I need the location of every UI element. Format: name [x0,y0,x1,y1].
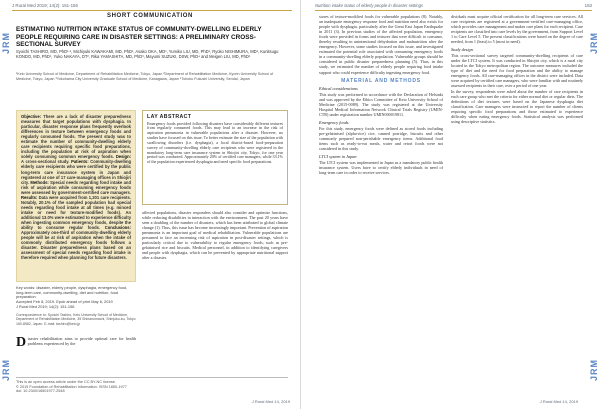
abstract-objective: There are a lack of disaster preparedness measures that target populations with dysphagia. In particular, disaster response plans frequently overlook differences in texture between emergency foods and regularly consumed foods. The present study was to estimate the number of community-dwelling elderly care recipients requiring specific food preparations, including the population at risk of aspiration when solely consuming common emergency foods. [21,114,131,160]
right-page-column-1 [319,14,443,394]
study-design-heading: Study design [451,46,473,52]
affiliations: ¹Keio University School of Medicine, Department of Rehabilitation Medicine, Tokyo, Japan ²Department of Rehabilitation Medicine, Kyorin University School of Medicine, Tokyo, Japan ³Yokohama City University Graduate School of Medicine, Kanagawa, Japan ⁴Tohoku Fukushi University, Sendai, Japan [16,72,274,81]
ltci-heading: LTCI system in Japan [319,153,357,159]
footer-license: This is an open access article under the CC BY-NC license. [16,380,116,384]
abstract-participants: Community-dwelling elderly care recipients who were certified by the public long-term care insurance system in Japan and registered at one of 17 care-managing offices in Shiojiri city. [21,159,131,185]
author-list: Syoichi TASHIRO, MD, PhD¹·², Michiyuki KAWAKAMI, MD, PhD¹, Asako OKA, MD¹, Yumiko LIU, MD, PhD¹, Ryoko NISHIMURA, MD¹, Kunitsugu KONDO, MD, PhD¹, Yuko NAKAYA, DT², Rika YAMASHITA, MD, PhD³, Mayumi SUZUKI, DSW, PhD⁴ and Meigen LIU, MD, PhD¹ [16,49,279,59]
col1-text: stores of texture-modified foods for vulnerable populations (8). Notably, an inadequate emergency response food and nutrition need also exists for people with dysphagia, particularly after the Great East Japan Earthquake in 2011 (3). In previous studies of the affected population, emergency foods were provided in forms and textures that were difficult to consume, thereby resulting in unintentional dehydration and malnutrition after the emergency. However, some studies focused on this issue, and investigated estimated the potential role associated with consuming emergency foods in a community-dwelling elderly population. Vulnerable groups should be considered in public disaster preparedness planning (5). Thus, in this study, we estimated the number of elderly people requiring food intake support who could experience difficulty ingesting emergency food. [319,14,443,75]
ethics-text: This study was performed in accordance with the Declaration of Helsinki and was approved by the Ethics Committee of Keio University School of Medicine (2015-0089). The study was registered at the University Hospital Medical Information Network Clinical Trials Registry (UMIN-CTR) under registration number UMIN000019811. [319,92,443,118]
journal-side-tab-right-bottom [589,345,599,395]
abstract-results-label: Results: [21,194,38,200]
section-type: SHORT COMMUNICATION [107,13,193,19]
running-head: J Rural Med 2019; 14(2): 151-156 [12,3,78,8]
page-number: J Rural Med 14, 2019 [251,399,290,404]
page-number-right: J Rural Med 14, 2019 [539,399,578,404]
methods-heading: MATERIAL AND METHODS [341,77,421,84]
abstract-box [16,110,136,282]
emergency-foods-heading: Emergency foods [319,119,349,125]
footer-doi: doi: 10.2340/16501977-2548 [16,389,65,394]
footer-copyright: © 2019 Foundation of Rehabilitation Information. ISSN 1650-1977 [16,384,127,389]
keywords: Key words: disaster, elderly people, dysphagia, emergency food, long-term care, community-dwelling, diet and nutrition, food preparation [16,285,128,300]
article-title: ESTIMATING NUTRITION INTAKE STATUS OF COMMUNITY-DWELLING ELDERLY PEOPLE REQUIRING CARE IN DISASTER SETTINGS: A PRELIMINARY CROSS-SECTIONAL SURVEY [16,26,262,49]
journal-side-label-right: JRM [589,31,600,55]
ltci-text: The LTCI system was implemented in Japan as a mandatory public health insurance system. Users have to certify elderly individuals in need of long-term care in order to receive services. [319,159,443,175]
lay-abstract-text: Emergency foods provided following disasters have considerably different textures from regularly consumed foods. This may lead to an increase in the risk of aspiration pneumonia in vulnerable populations after a disaster. However, no studies have focused on this issue. To better estimate the size of the population with swallowing disorders (i.e. dysphagia), a local district-based food-preparation survey of community-dwelling elderly care recipients who were registered in the mandatory long-term care insurance system in Shiojiri city, Tokyo, for one year period was conducted. Approximately 20% of certified care managers, while 33.1% of the population experienced dysphagia and need specific food preparations. [147,120,283,165]
footer-rule [16,377,288,378]
journal-side-tab-bottom [1,345,11,395]
ethics-heading: Ethical considerations [319,86,358,92]
lay-abstract-title: LAY ABSTRACT [147,114,192,120]
journal-side-tab-right [589,18,599,68]
citation: J Rural Med 2019; 14(2): 151-156 [16,303,75,309]
right-page [300,0,600,409]
lay-abstract-box [142,110,288,205]
abstract-participants-label: Patients: [71,159,89,165]
abstract-conclusions: Approximately one-third of community-dwelling elderly people will be at risk of aspiration when the intake of commonly distributed emergency foods follows a disaster. Disaster preparedness plans based on an assessment of special needs regarding food intake is therefore required when planning for future disasters. [21,230,131,261]
abstract-objective-label: Objective: [21,114,42,119]
drop-cap: D [16,336,27,350]
study-design-text: This cross-sectional survey targeted community-dwelling recipients of care under the LTCI system. It was conducted in Shiojiri city, which is a rural city located in the Tokyo metropolitan region. The outcome measures included the type of diet and the need for food preparation and the ability to manage emergency foods. All care-managing offices in the district were included. Data were acquired by certified care managers, who were familiar with and routinely assessed recipients in their care, over a period of one year. [451,52,583,89]
header-rule-right [315,10,592,11]
journal-side-tab [1,18,11,68]
journal-side-label: JRM [1,31,12,55]
abstract-conclusions-label: Conclusions: [104,225,131,231]
abstract-methods: Special needs regarding food intake and risk of aspiration while consuming emergency foods were assessed by government-certified care managers. [21,179,131,195]
journal-side-label-right-bottom: JRM [589,358,600,382]
running-head-title: Nutrition intake status of elderly people in disaster settings [315,3,424,8]
correspondence: Correspondence to: Syoichi Tashiro, Keio University School of Medicine, Department of Rehabilitation Medicine, 35 Shinanomachi, Shinjuku-ku, Tokyo 160-8582, Japan. E-mail: tashiro@keio.jp [16,313,136,326]
emergency-foods-text: For this study, emergency foods were defined as stored foods including pre-gelatinised (alpha-rice) rice, canned porridge, biscuits and other commonly prepared non-perishable emergency items. Additional food items such as ready-to-eat meals, water and retort foods were not considered in this study. [319,125,443,152]
article-dates [16,300,136,309]
abstract-design-label: Design: [115,154,131,160]
footer [16,380,288,394]
header-rule [12,10,292,11]
abstract-text [21,114,131,260]
col2-text-2: In the survey, respondents were asked about the number of care recipients in each care group who met the criteria for either normal diet or regular diets. The definitions of diet textures were based on the Japanese dysphagia diet classification. Care managers were instructed to report the number of clients requiring specific food preparations and those estimated to experience difficulty when eating emergency foods. Statistical analysis was performed using descriptive statistics. [451,89,583,125]
body-text-column: affected populations, disaster responders should also consider and optimise functions, while reducing disabilities in interaction with the environment. The past 20 years have seen a doubling of the number of disasters, which has been attributed to global climate change (1). Thus, this issue has become increasingly important. Prevention of aspiration pneumonia is an important goal of medical rehabilitation. Vulnerable populations are presumed to face an increasing risk of aspiration in post-disaster settings, which is particularly critical due to vulnerability to regular emergency foods, such as pre-gelatinised rice and biscuits. Medical personnel, in addition to identifying caregivers and people with dysphagia, which can be prevented by appropriate nutritional support after a disaster. [142,210,288,261]
running-head-page: 153 [584,3,592,8]
abstract-design: A cross-sectional study. [21,159,70,165]
journal-side-label-bottom: JRM [1,358,12,382]
abstract-results: Data were acquired from 1,201 care recipients. Notably, 20.1% of the sampled population had special needs regarding food intake at all times (e.g. minced intake or need for texture-modified foods). An additional 13.0% were estimated to experience difficulty when ingesting common emergency foods, despite the ability to consume regular foods. [21,194,131,231]
introduction [16,336,136,370]
right-page-column-2 [451,14,583,394]
accepted-date: Accepted Feb 8, 2019. Epub ahead of print May 6, 2019 [16,299,113,304]
abstract-methods-label: Methods: [30,179,49,185]
col2-text: dividuals must acquire official certification for all long-term care services. All care recipients are registered at a government-certified care-managing office, which provides care management and makes care plans for each recipient. Care recipients are classified into care levels by the government, from Support Level 1 to Care Level 5. The present classifications were based on the degree of care needed, from 1 (least) to 5 (most in need). [451,14,583,45]
intro-text: isaster rehabilitation aims to provide optimal care for health problems experienced by the [27,336,136,347]
